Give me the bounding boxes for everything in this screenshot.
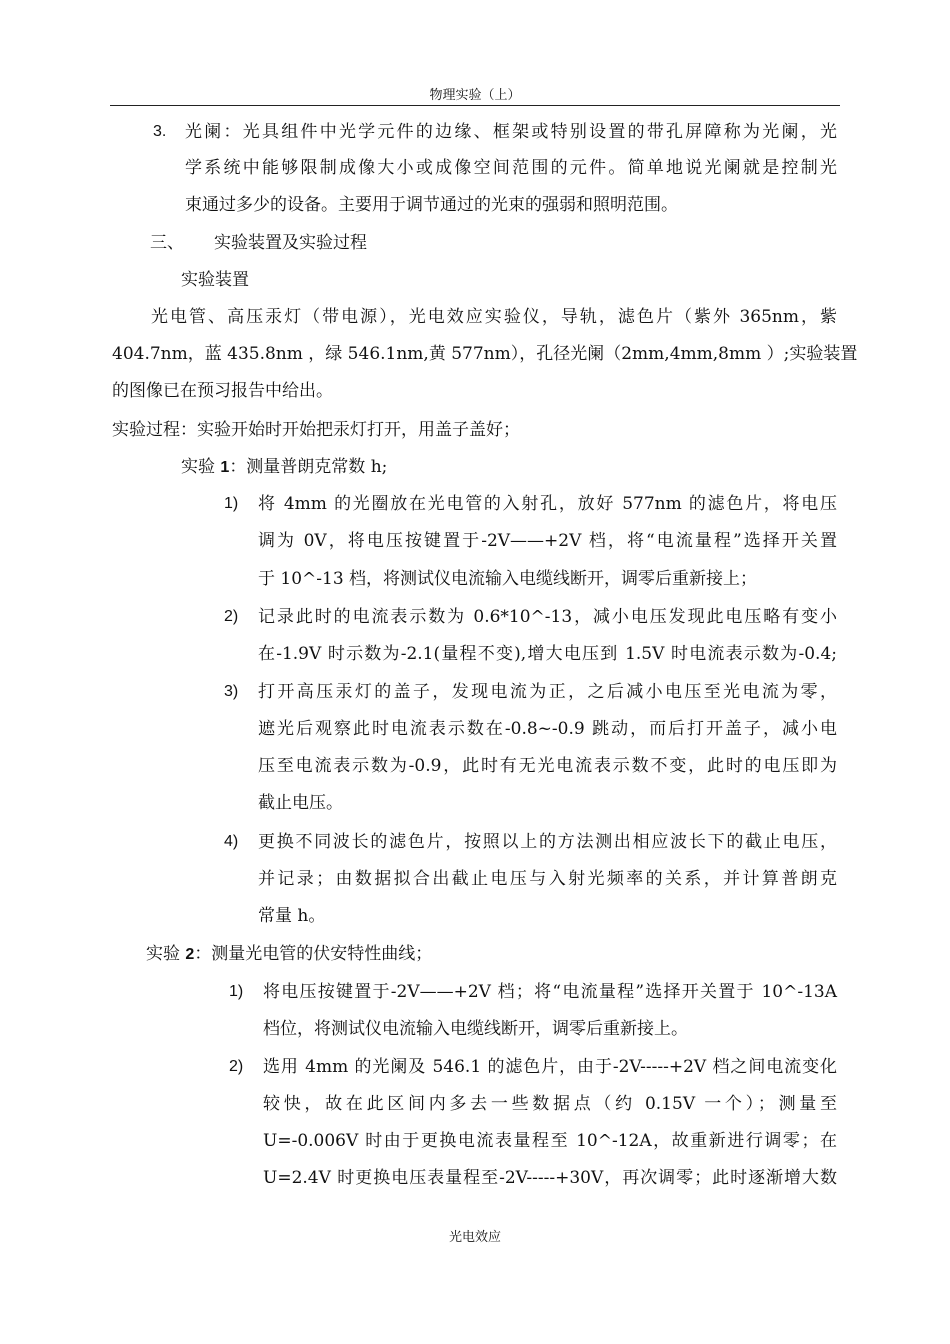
exp1-step1-line-2: 调为 0V，将电压按键置于-2V——+2V 档，将“电流量程”选择开关置 bbox=[258, 531, 837, 551]
exp1-step3-line-1: 打开高压汞灯的盖子，发现电流为正，之后减小电压至光电流为零， bbox=[258, 682, 837, 702]
exp1-step4-line-3: 常量 h。 bbox=[258, 906, 326, 926]
exp2-label: 实验 bbox=[146, 944, 186, 964]
exp1-title: ：测量普朗克常数 h; bbox=[229, 457, 388, 477]
equipment-line-1: 光电管、高压汞灯（带电源），光电效应实验仪，导轨，滤色片（紫外 365nm，紫 bbox=[151, 307, 837, 327]
exp1-step1-line-1: 将 4mm 的光圈放在光电管的入射孔，放好 577nm 的滤色片，将电压 bbox=[258, 494, 837, 514]
exp1-step1-number: 1) bbox=[224, 495, 239, 512]
exp1-step4-line-2: 并记录；由数据拟合出截止电压与入射光频率的关系，并计算普朗克 bbox=[258, 869, 837, 889]
exp1-step4-number: 4) bbox=[224, 833, 239, 850]
exp1-label: 实验 bbox=[181, 457, 221, 477]
equipment-line-3: 的图像已在预习报告中给出。 bbox=[112, 381, 333, 401]
exp1-step1-line-3: 于 10^-13 档，将测试仪电流输入电缆线断开，调零后重新接上； bbox=[258, 569, 758, 589]
section3-number: 三、 bbox=[150, 233, 184, 253]
equipment-heading: 实验装置 bbox=[181, 270, 249, 290]
page-footer: 光电效应 bbox=[448, 1230, 501, 1245]
exp1-number: 1 bbox=[220, 459, 230, 476]
exp1-step2-line-2: 在-1.9V 时示数为-2.1(量程不变),增大电压到 1.5V 时电流表示数为-0.4; bbox=[258, 644, 837, 664]
exp1-step2-line-1: 记录此时的电流表示数为 0.6*10^-13，减小电压发现此电压略有变小 bbox=[258, 607, 837, 627]
page-header: 物理实验（上） bbox=[429, 88, 521, 103]
exp2-step2-line-3: U=-0.006V 时由于更换电流表量程至 10^-12A，故重新进行调零；在 bbox=[263, 1131, 837, 1151]
exp2-title: ：测量光电管的伏安特性曲线； bbox=[194, 944, 433, 964]
exp1-step3-line-2: 遮光后观察此时电流表示数在-0.8~-0.9 跳动，而后打开盖子，减小电 bbox=[258, 719, 837, 739]
item3-line-2: 学系统中能够限制成像大小或成像空间范围的元件。简单地说光阑就是控制光 bbox=[185, 158, 837, 178]
equipment-line-2: 404.7nm，蓝 435.8nm ，绿 546.1nm,黄 577nm），孔径光阑（2mm,4mm,8mm ）;实验装置 bbox=[112, 344, 858, 364]
item3-number: 3. bbox=[153, 123, 167, 140]
exp2-step1-number: 1) bbox=[229, 983, 244, 1000]
section3-title: 实验装置及实验过程 bbox=[214, 233, 367, 253]
exp2-step2-number: 2) bbox=[229, 1058, 244, 1075]
exp1-step3-line-3: 压至电流表示数为-0.9，此时有无光电流表示数不变，此时的电压即为 bbox=[258, 756, 837, 776]
exp1-step3-number: 3) bbox=[224, 683, 239, 700]
exp2-step2-line-4: U=2.4V 时更换电压表量程至-2V-----+30V，再次调零；此时逐渐增大数 bbox=[263, 1168, 837, 1188]
exp2-step1-line-1: 将电压按键置于-2V——+2V 档；将“电流量程”选择开关置于 10^-13A bbox=[263, 982, 837, 1002]
exp2-number: 2 bbox=[185, 946, 195, 963]
item3-line-1: 光阑：光具组件中光学元件的边缘、框架或特别设置的带孔屏障称为光阑，光 bbox=[185, 122, 837, 142]
exp1-heading bbox=[181, 455, 387, 480]
header-rule bbox=[110, 105, 840, 106]
exp2-step2-line-1: 选用 4mm 的光阑及 546.1 的滤色片，由于-2V-----+2V 档之间电流变化 bbox=[263, 1057, 837, 1077]
exp2-step2-line-2: 较快，故在此区间内多去一些数据点（约 0.15V 一个）；测量至 bbox=[263, 1094, 837, 1114]
exp2-heading bbox=[146, 942, 432, 967]
exp1-step2-number: 2) bbox=[224, 608, 239, 625]
exp2-step1-line-2: 档位，将测试仪电流输入电缆线断开，调零后重新接上。 bbox=[263, 1019, 688, 1039]
process-line: 实验过程：实验开始时开始把汞灯打开，用盖子盖好； bbox=[112, 420, 520, 440]
exp1-step4-line-1: 更换不同波长的滤色片，按照以上的方法测出相应波长下的截止电压， bbox=[258, 832, 837, 852]
item3-line-3: 束通过多少的设备。主要用于调节通过的光束的强弱和照明范围。 bbox=[185, 195, 678, 215]
exp1-step3-line-4: 截止电压。 bbox=[258, 793, 343, 813]
